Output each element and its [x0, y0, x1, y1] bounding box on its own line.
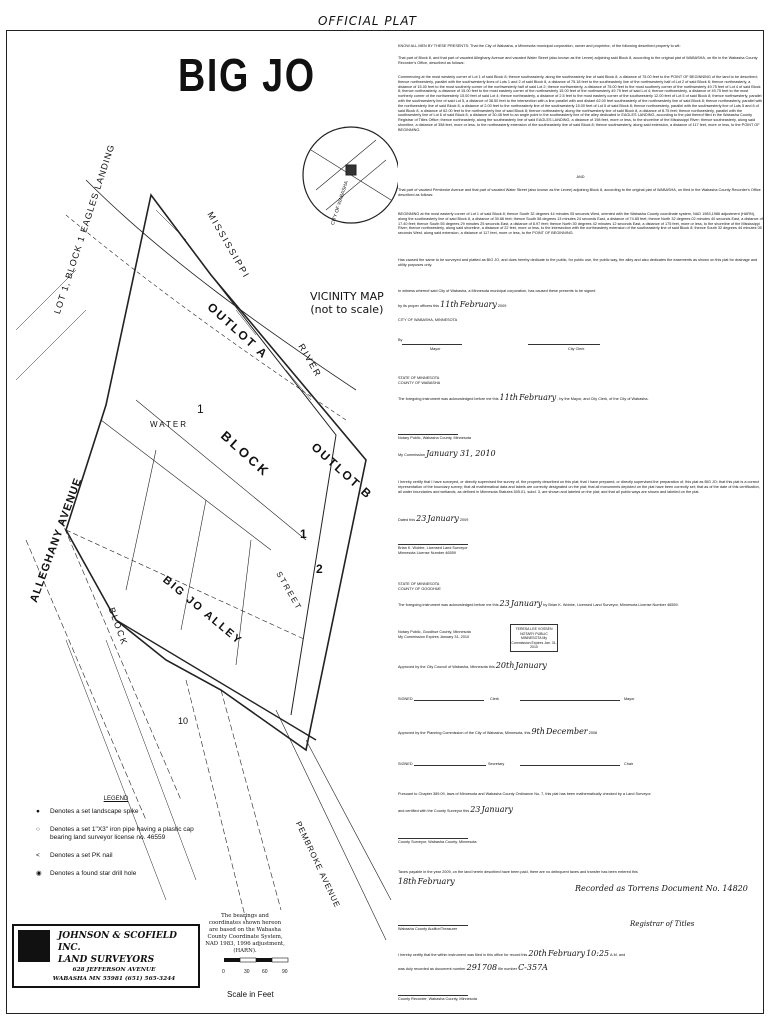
surveyor-name: Brian K. Wobbe, Licensed Land Surveyor [398, 546, 468, 550]
notary-2: Notary Public, Goodhue County, Minnesota [398, 630, 471, 634]
mayor-caption: Mayor [430, 347, 441, 351]
notary-stamp: TERESA LEE VOSSEN NOTARY PUBLIC MINNESOTA My Commission Expires Jan. 31, 2010 [510, 624, 558, 652]
and-divider: AND [576, 175, 585, 179]
county-1: COUNTY OF WABASHA [398, 381, 441, 385]
owner-intro: KNOW ALL MEN BY THESE PRESENTS: That the City of Wabasha, a Minnesota municipal corporation, owner and proprietor, of the following described property to wit: [398, 44, 681, 48]
big-jo-alley-label: BIG JO ALLEY [160, 574, 245, 648]
signed-label: SIGNED [398, 697, 413, 701]
registrar-note: Registrar of Titles [630, 920, 695, 928]
legend-item: < Denotes a set PK nail [36, 852, 113, 859]
city-clerk-caption: City Clerk [568, 347, 585, 351]
scale-label: Scale in Feet [227, 990, 274, 999]
commission-2: My Commission Expires January 31, 2010 [398, 635, 470, 639]
owner-description-1: Commencing at the most westerly corner of Lot 1 of said Block 8; thence southeasterly, along the southeasterly line of said Block 8, a distance of 75.00 feet to the POINT OF BEGINNING of the land to be described; thence northwesterly, parallel with the southwesterly lines of Lots 1 and 2 of said Block 8, a distance of 75.18 feet to the southeasterly line of the northwesterly half of Lot 2 of said Block 8; thence northeasterly, a distance of 15.00 feet to the most southerly corner of the northwesterly half of said Lot 2; thence northwesterly, a distance of 75.00 feet to the most southerly corner of the northwesterly 49.75 feet of Lot 4 of said Block 8; thence northeasterly, a distance of 15.00 feet to the most easterly corner of the northwesterly 15.00 feet of the northwesterly 49.75 feet of said Lot 4; thence northwesterly, a distance of 49.75 feet to the most northerly corner of the northwesterly 15.00 feet of said Lot 4; thence northeasterly, a distance of 2.5 feet to the most easterly corner of the southwesterly 12.00 feet of Lot 5 of said Block 8; thence northwesterly, parallel with the southwesterly line of said Lot 5, a distance of 38.50 feet to the intersection with a line parallel with and distant 62.00 feet southeasterly of the northwesterly line of said Block 8; thence northeasterly, parallel with the northwesterly line of said Block 8, a distance of 2.00 feet to the northeasterly line of the southwesterly 15.00 feet of Lot 5 of said Block 8; thence northwesterly, parallel with the southwesterly line of Lots 5 and 6 of said Block 8, a distance of 62.00 feet to the northwesterly line of said Block 8; thence northeasterly, along the northwesterly line of said Block 8, a distance of 8.75 feet; thence northwesterly, parallel with the southwesterly line of Lot 6 of said Block 8, a distance of 30.48 feet to an angle point in the southeasterly line of the alley dedicated in EAGLES LANDING, according to the plat thereof filed in the Wabasha County Registrar of Titles Office; thence northeasterly, along the southeasterly line of said EAGLES LANDING, a distance of 198 feet, more or less, to the shoreline of the Mississippi River; thence southeasterly, along said shoreline, a distance of 358 feet, more or less, to the northeasterly extension of the southeasterly line of said Block 8; thence southwesterly, along said extension, a distance of 117 feet, more or less, to the POINT OF BEGINNING. [398, 75, 763, 132]
auditor-caption: Wabasha County Auditor/Treasurer [398, 927, 458, 931]
legend [36, 796, 196, 888]
state-1: STATE OF MINNESOTA [398, 376, 440, 380]
county-surveyor-check: and certified with the County Surveyor this 23 January [398, 805, 513, 814]
chair-label: Chair [624, 762, 634, 766]
legend-item: ◉ Denotes a found star drill hole [36, 870, 137, 877]
chapter-note: Pursuant to Chapter 389.09, laws of Minnesota and Wabasha County Ordinance No. 7, this plat has been mathematically checked by a Land Surveyor [398, 792, 651, 796]
owner-parcel-2: That part of vacated Pembroke Avenue and that part of vacated Water Street (also known as the Levee) adjoining Block 8, according to the original plat of WABASHA, on filed in the Wabasha County Recorder's Office described as follows: [398, 188, 761, 197]
firm-logo-icon [18, 930, 50, 962]
legend-title: LEGEND [103, 796, 129, 802]
surveyor-certificate: I hereby certify that I have surveyed, or directly supervised the survey of, the property described on this plat; that I have prepared, or directly supervised the preparation of, this plat as BIG JO; that this plat is a correct representation of the boundary survey; that all mathematical data and labels are correctly designated on the plat; that all monuments depicted on the plat have been correctly set; that as of the date of this certification, all water boundaries and wetlands, as defined in Minnesota Statutes 505.01, subd. 3, are shown and labeled on the plat; and that all public ways are shown and labeled on the plat. [398, 480, 760, 494]
record-note: I hereby certify that the within instrument was filed in this office for record this 20th February 10:25 A.M. and [398, 949, 626, 958]
river-label: RIVER [296, 342, 324, 380]
surveyor-dated: Dated this 23 January 2009 [398, 514, 469, 523]
secretary-label: Secretary [488, 762, 505, 766]
recorder-caption: County Recorder, Wabasha County, Minnesota [398, 997, 477, 1001]
acknowledgement-2: The foregoing instrument was acknowledged before me this 23 January by Brian K. Wobbe, Licensed Land Surveyor, Minnesota License Number 46559. [398, 599, 679, 608]
taxes-note: Taxes payable in the year 2009, on the land herein described have been paid, there are no delinquent taxes and transfer has been entered this [398, 870, 638, 874]
alleghany-avenue-label: ALLEGHANY AVENUE [28, 476, 85, 605]
council-clerk-line [414, 700, 484, 701]
block-number: 1 [197, 402, 204, 416]
mayor-label: Mayor [624, 697, 635, 701]
clerk-signature-line [528, 344, 600, 345]
outlot-a-label: OUTLOT A [204, 300, 272, 362]
firm-box [12, 924, 200, 988]
state-2: STATE OF MINNESOTA [398, 582, 440, 586]
secretary-line [414, 765, 486, 766]
city-of-wabasha: CITY OF WABASHA, MINNESOTA [398, 318, 458, 322]
mississippi-label: MISSISSIPPI [205, 210, 252, 281]
county-2: COUNTY OF GOODHUE [398, 587, 441, 591]
witness-clause: In witness whereof said City of Wabasha, a Minnesota municipal corporation, has caused these presents to be signed [398, 289, 596, 293]
council-mayor-line [520, 700, 620, 701]
block-label: BLOCK [217, 428, 274, 481]
plat-title: BIG JO [178, 49, 316, 101]
chair-line [520, 765, 620, 766]
commission-1: My Commission January 31, 2010 [398, 449, 496, 458]
dedication: Has caused the same to be surveyed and platted as BIG JO, and does hereby dedicate to the public, for public use, the public way, the alley and also dedicates the easements as shown on this plat for drainage and utility purposes only. [398, 258, 758, 267]
legend-item: ○ Denotes a set 1"X3" iron pipe having a plastic cap bearing land surveyor license no. 46559 [36, 826, 194, 841]
lot-2-label: 2 [316, 562, 323, 576]
legend-item: ● Denotes a set landscape spike [36, 808, 139, 815]
recorder-line [398, 995, 468, 996]
vicinity-map-caption [310, 290, 384, 316]
county-surveyor-line [398, 838, 468, 839]
block-10-label: 10 [178, 716, 189, 726]
firm-address: 628 JEFFERSON AVENUE WABASHA MN 55981 (651) 565-3244 [52, 967, 176, 982]
firm-name: JOHNSON & SCOFIELD INC. LAND SURVEYORS [58, 931, 177, 965]
water-label: WATER [150, 420, 188, 429]
by-proper-officers: by its proper officers this 11th February 2009 [398, 300, 507, 309]
street-label: STREET [274, 570, 304, 613]
outlot-b-label: OUTLOT B [308, 440, 376, 503]
vicinity-city-label: CITY OF WABASHA [330, 180, 350, 226]
surveyor-signature-line [398, 544, 468, 545]
owner-description-2: BEGINNING at the most easterly corner of Lot 1 of said Block 8; thence South 32 degrees 44 minutes 05 seconds West, oriented with the Wabasha County coordinate system, NAD 1983,1986 adjustment (HARN), along the southeasterly line of said Block 8, a distance of 30.66 feet; thence South 58 degrees 13 minutes 24 seconds East, a distance of 74.85 feet; thence North 32 degrees 02 minutes 40 seconds East, a distance of 17.40 feet; thence South 55 degrees 29 minutes 25 seconds East, a distance of 6.97 feet; thence North 30 degrees 42 minutes 12 seconds East, a distance of 175 feet, more or less, to the shoreline of the Mississippi River; thence northwesterly, along said shoreline, a distance of 22 feet, more or less, to the intersection with the northeasterly extension of the southeasterly line of said Block 8; thence South 32 degrees 44 minutes 05 seconds West, along said extension, a distance of 117 feet, more or less, to the POINT OF BEGINNING. [398, 212, 763, 236]
signed-label-2: SIGNED [398, 762, 413, 766]
surveyor-license: Minnesota License Number 46559 [398, 551, 456, 555]
planning-approval: Approved by the Planning Commission of the City of Wabasha, Minnesota, this 9th December 2008 [398, 727, 598, 736]
recorded-note: Recorded as Torrens Document No. 14820 [575, 884, 748, 893]
council-approval: Approved by the City Council of Wabasha, Minnesota this 20th January [398, 661, 547, 670]
county-surveyor-caption: County Surveyor, Wabasha County, Minnesota [398, 840, 477, 844]
pembroke-avenue-label: PEMBROKE AVENUE [293, 820, 342, 910]
mayor-signature-line [402, 344, 462, 345]
owner-parcel-1: That part of Block 8, and that part of vacated Alleghany Avenue and vacated Water Street (also known as the Levee) adjoining said Block 8, according to the original plat of WABASHA, on file in the Wabasha County Recorder's Office, described as follows: [398, 56, 758, 65]
bearing-note: The bearings and coordinates shown hereon are based on the Wabasha County Coordinate System, NAD 1983, 1996 adjustment, (HARN). [205, 913, 285, 954]
record-document: was duly recorded as document number 291708 file number C-357A [398, 963, 548, 972]
vicinity-map-subtitle: (not to scale) [310, 303, 384, 316]
auditor-line [398, 925, 468, 926]
acknowledgement-1: The foregoing instrument was acknowledged before me this 11th February , by the Mayor, and City Clerk, of the City of Wabasha. [398, 393, 649, 402]
vicinity-map-title: VICINITY MAP [310, 290, 384, 303]
eagles-landing-label: LOT 1, BLOCK 1 EAGLES LANDING [52, 142, 117, 316]
clerk-label: Clerk [490, 697, 499, 701]
notary-1: Notary Public, Wabasha County, Minnesota [398, 436, 472, 440]
block-8-label: BLOCK [106, 606, 130, 648]
taxes-date: 18th February [398, 877, 455, 886]
notary-1-line [398, 434, 458, 435]
official-plat-heading: OFFICIAL PLAT [318, 14, 418, 28]
by-label: By [398, 338, 403, 342]
lot-1-label: 1 [300, 527, 307, 541]
